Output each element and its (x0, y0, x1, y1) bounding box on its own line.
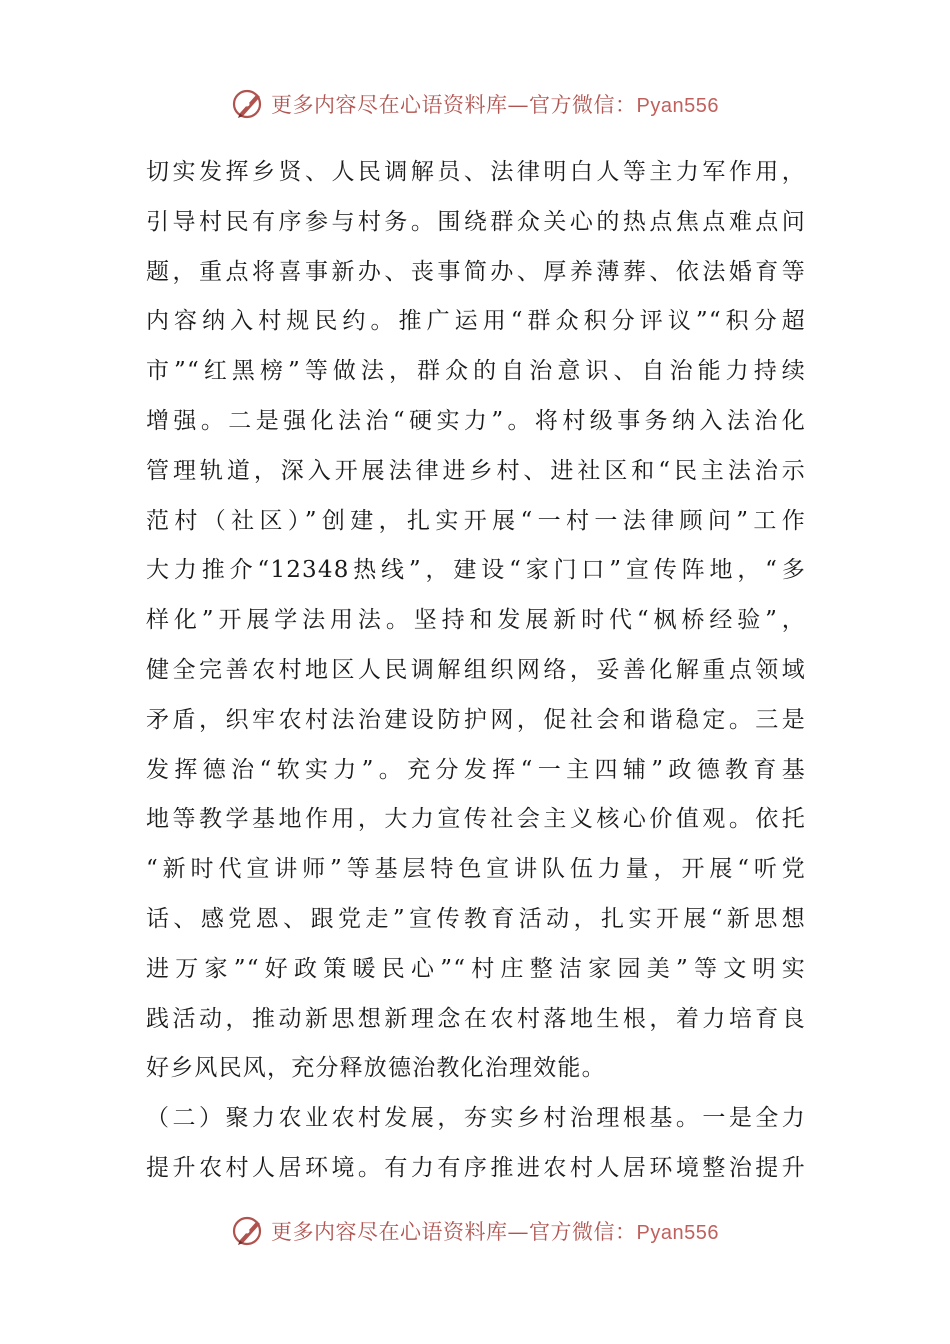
text-line: 发挥德治“软实力”。充分发挥“一主四辅”政德教育基 (146, 756, 806, 783)
text-line: 样化”开展学法用法。坚持和发展新时代“枫桥经验”， (146, 607, 806, 634)
text-line: 切实发挥乡贤、人民调解员、法律明白人等主力军作用， (146, 159, 806, 185)
section-heading-line: （二）聚力农业农村发展，夯实乡村治理根基。一是全力 (146, 1105, 806, 1132)
text-line: “新时代宣讲师”等基层特色宣讲队伍力量，开展“听党 (146, 856, 806, 883)
banner-text: 更多内容尽在心语资料库—官方微信：Pyan556 (271, 93, 719, 117)
text-line: 增强。二是强化法治“硬实力”。将村级事务纳入法治化 (146, 407, 806, 434)
text-line: 健全完善农村地区人民调解组织网络，妥善化解重点领域 (146, 656, 806, 683)
wechat-id: Pyan556 (636, 1222, 719, 1244)
text-line: 好乡风民风，充分释放德治教化治理效能。 (146, 1055, 606, 1082)
text-line: 大力推介“12348热线”，建设“家门口”宣传阵地，“多 (146, 557, 806, 584)
document-body (146, 148, 806, 1194)
banner-text: 更多内容尽在心语资料库—官方微信：Pyan556 (271, 1220, 719, 1244)
text-line: 题，重点将喜事新办、丧事简办、厚养薄葬、依法婚育等 (146, 258, 806, 285)
pen-logo-icon (231, 1214, 265, 1248)
text-line: 话、感党恩、跟党走”宣传教育活动，扎实开展“新思想 (146, 905, 806, 932)
wechat-id: Pyan556 (636, 95, 719, 117)
text-line: 市”“红黑榜”等做法，群众的自治意识、自治能力持续 (146, 358, 806, 385)
footer-banner (0, 1211, 950, 1251)
text-line: 矛盾，织牢农村法治建设防护网，促社会和谐稳定。三是 (146, 706, 806, 733)
text-line: 践活动，推动新思想新理念在农村落地生根，着力培育良 (146, 1005, 806, 1032)
header-banner (0, 84, 950, 124)
pen-logo-icon (231, 87, 265, 121)
text-line: 管理轨道，深入开展法律进乡村、进社区和“民主法治示 (146, 457, 806, 484)
text-line: 进万家”“好政策暖民心”“村庄整洁家园美”等文明实 (146, 955, 806, 982)
text-line: 引导村民有序参与村务。围绕群众关心的热点焦点难点问 (146, 208, 806, 235)
text-line: 提升农村人居环境。有力有序推进农村人居环境整治提升 (146, 1154, 806, 1181)
text-line: 内容纳入村规民约。推广运用“群众积分评议”“积分超 (146, 308, 806, 335)
text-line: 地等教学基地作用，大力宣传社会主义核心价值观。依托 (146, 806, 806, 833)
text-line: 范村（社区）”创建，扎实开展“一村一法律顾问”工作 (146, 507, 806, 534)
